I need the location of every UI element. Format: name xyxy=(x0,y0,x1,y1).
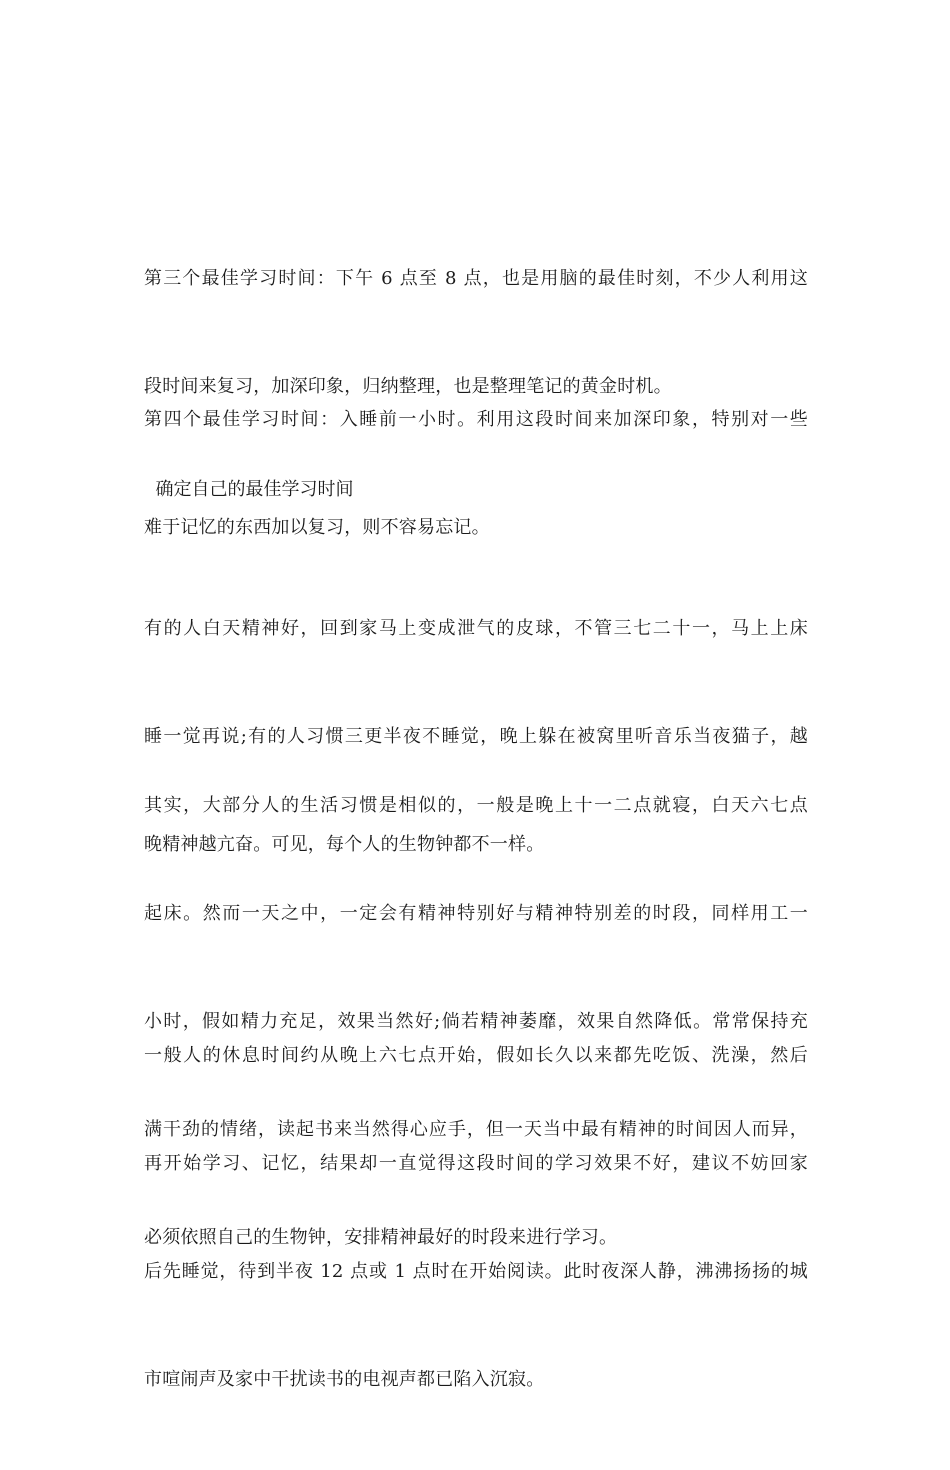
text-line: 起床。然而一天之中，一定会有精神特别好与精神特别差的时段，同样用工一 xyxy=(144,903,808,924)
text-line: 段时间来复习，加深印象，归纳整理，也是整理笔记的黄金时机。 xyxy=(144,376,672,397)
text-line: 必须依照自己的生物钟，安排精神最好的时段来进行学习。 xyxy=(144,1227,618,1248)
section-heading: 确定自己的最佳学习时间 xyxy=(144,479,354,500)
text-line: 第三个最佳学习时间：下午 6 点至 8 点，也是用脑的最佳时刻，不少人利用这 xyxy=(144,268,808,289)
text-line: 小时，假如精力充足，效果当然好;倘若精神萎靡，效果自然降低。常常保持充 xyxy=(144,1011,808,1032)
text-line: 难于记忆的东西加以复习，则不容易忘记。 xyxy=(144,517,490,538)
text-line: 后先睡觉，待到半夜 12 点或 1 点时在开始阅读。此时夜深人静，沸沸扬扬的城 xyxy=(144,1261,808,1282)
text-line: 满干劲的情绪，读起书来当然得心应手，但一天当中最有精神的时间因人而异， xyxy=(144,1119,808,1140)
text-line: 第四个最佳学习时间：入睡前一小时。利用这段时间来加深印象，特别对一些 xyxy=(144,409,808,430)
paragraph-rest-time xyxy=(144,966,808,1470)
text-line: 其实，大部分人的生活习惯是相似的，一般是晚上十一二点就寝，白天六七点 xyxy=(144,795,808,816)
text-line: 睡一觉再说;有的人习惯三更半夜不睡觉，晚上躲在被窝里听音乐当夜猫子，越 xyxy=(144,726,808,747)
text-line: 晚精神越亢奋。可见，每个人的生物钟都不一样。 xyxy=(144,834,545,855)
text-line: 市喧闹声及家中干扰读书的电视声都已陷入沉寂。 xyxy=(144,1369,545,1390)
text-line: 再开始学习、记忆，结果却一直觉得这段时间的学习效果不好，建议不妨回家 xyxy=(144,1153,808,1174)
text-line: 一般人的休息时间约从晚上六七点开始，假如长久以来都先吃饭、洗澡，然后 xyxy=(144,1045,808,1066)
text-line: 有的人白天精神好，回到家马上变成泄气的皮球，不管三七二十一，马上上床 xyxy=(144,618,808,639)
